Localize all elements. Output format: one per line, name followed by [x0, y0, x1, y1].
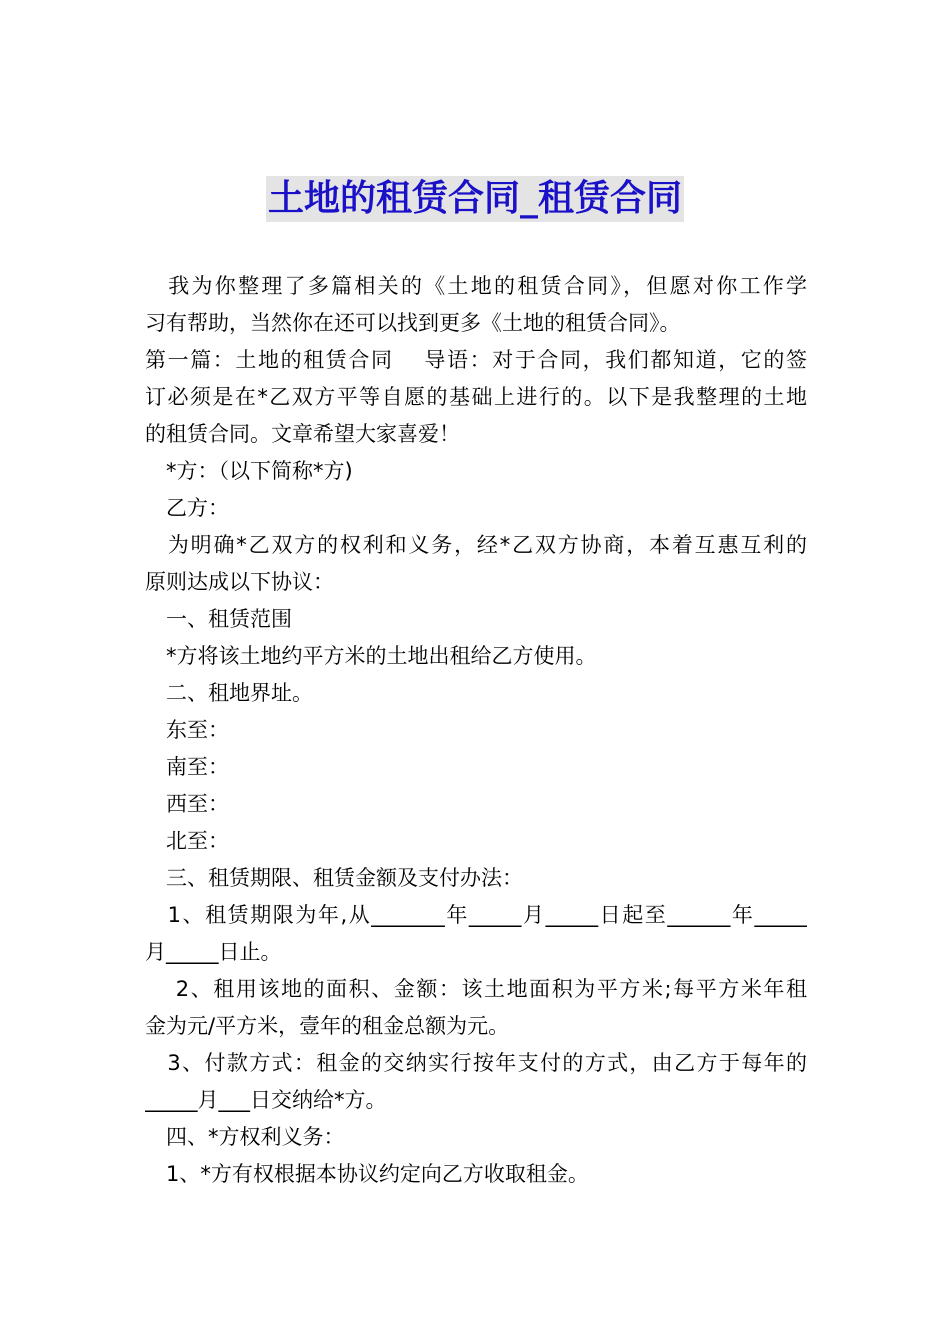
section-heading: 一、租赁范围 [145, 607, 292, 631]
document-body [145, 268, 807, 1193]
paragraph-line: 订必须是在*乙双方平等自愿的基础上进行的。以下是我整理的土地 [145, 385, 807, 409]
paragraph-line: 1、*方有权根据本协议约定向乙方收取租金。 [145, 1162, 589, 1186]
paragraph-line: 我为你整理了多篇相关的《土地的租赁合同》，但愿对你工作学 [145, 274, 807, 298]
boundary-west: 西至： [145, 792, 229, 816]
paragraph-line: 的租赁合同。文章希望大家喜爱！ [145, 422, 460, 446]
paragraph-line: 第一篇：土地的租赁合同 导语：对于合同，我们都知道，它的签 [145, 348, 807, 372]
boundary-south: 南至： [145, 755, 229, 779]
boundary-north: 北至： [145, 829, 229, 853]
paragraph-line: _____月___日交纳给*方。 [145, 1088, 387, 1112]
paragraph-line: 原则达成以下协议： [145, 570, 334, 594]
paragraph-line: 3、付款方式：租金的交纳实行按年支付的方式，由乙方于每年的 [145, 1051, 807, 1075]
section-heading: 二、租地界址。 [145, 681, 313, 705]
paragraph-line: 金为元/平方米，壹年的租金总额为元。 [145, 1014, 510, 1038]
section-heading: 四、*方权利义务： [145, 1125, 345, 1149]
paragraph-line: 2、租用该地的面积、金额：该土地面积为平方米;每平方米年租 [145, 977, 807, 1001]
paragraph-line: 习有帮助，当然你在还可以找到更多《土地的租赁合同》。 [145, 311, 681, 335]
document-title: 土地的租赁合同_租赁合同 [266, 176, 684, 222]
title-container [0, 176, 950, 222]
paragraph-line: 月_____日止。 [145, 940, 282, 964]
paragraph-line: *方将该土地约平方米的土地出租给乙方使用。 [145, 644, 597, 668]
paragraph-line: 乙方： [145, 496, 229, 520]
boundary-east: 东至： [145, 718, 229, 742]
section-heading: 三、租赁期限、租赁金额及支付办法： [145, 866, 523, 890]
paragraph-line: 1、租赁期限为年,从_______年_____月_____日起至______年_____ [145, 903, 807, 927]
paragraph-line: 为明确*乙双方的权利和义务，经*乙双方协商，本着互惠互利的 [145, 533, 807, 557]
paragraph-line: *方：（以下简称*方) [145, 459, 353, 483]
